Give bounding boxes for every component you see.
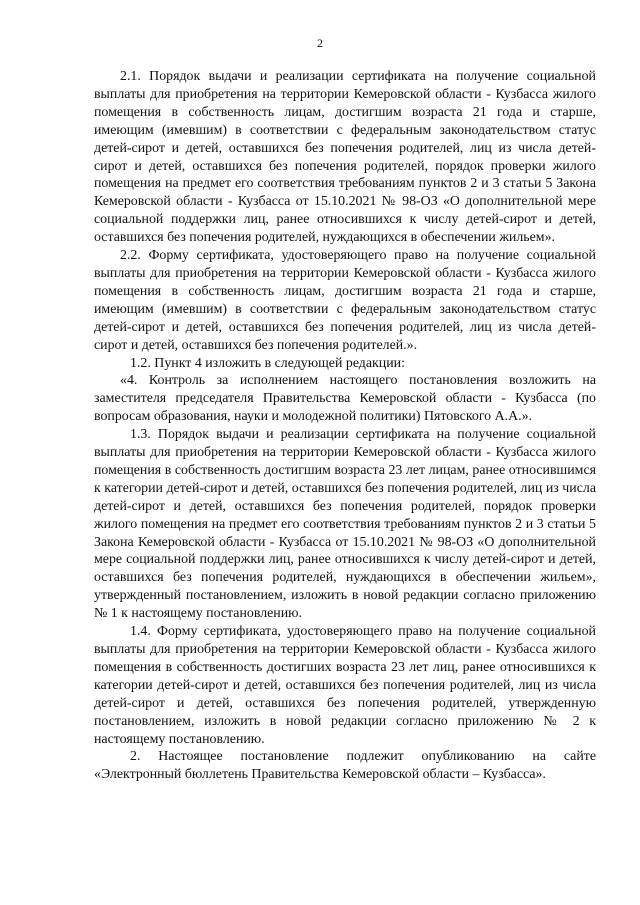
document-body [94,68,596,784]
paragraph-2-1: 2.1. Порядок выдачи и реализации сертификата на получение социальной выплаты для приобретения на территории Кемеровской области - Кузбасса жилого помещения в собственность лицам, достигшим возраста 21 года и старше, имеющим (имевшим) в соответствии с федеральным законодательством статус детей-сирот и детей, оставшихся без попечения родителей, лиц из числа детей-сирот и детей, оставшихся без попечения родителей, порядок проверки жилого помещения на предмет его соответствия требованиям пунктов 2 и 3 статьи 5 Закона Кемеровской области - Кузбасса от 15.10.2021 № 98-ОЗ «О дополнительной мере социальной поддержки лиц, ранее относившихся к числу детей-сирот и детей, оставшихся без попечения родителей, нуждающихся в обеспечении жильем». [94,69,596,246]
paragraph-2-publication: 2. Настоящее постановление подлежит опубликованию на сайте «Электронный бюллетень Правительства Кемеровской области – Кузбасса». [94,749,596,783]
paragraph-1-2: 1.2. Пункт 4 изложить в следующей редакции: [130,355,405,371]
page-number: 2 [317,36,323,50]
paragraph-item-4: «4. Контроль за исполнением настоящего постановления возложить на заместителя председателя Правительства Кемеровской области - Кузбасса (по вопросам образования, науки и молодежной политики) Пятовского А.А.». [94,373,596,425]
paragraph-2-2: 2.2. Форму сертификата, удостоверяющего право на получение социальной выплаты для приобретения на территории Кемеровской области - Кузбасса жилого помещения в собственность лицам, достигшим возраста 21 года и старше, имеющим (имевшим) в соответствии с федеральным законодательством статус детей-сирот и детей, оставшихся без попечения родителей, лиц из числа детей-сирот и детей, оставшихся без попечения родителей.». [94,248,596,353]
paragraph-1-3: 1.3. Порядок выдачи и реализации сертификата на получение социальной выплаты для приобретения на территории Кемеровской области - Кузбасса жилого помещения в собственность достигшим возраста 23 лет лицам, ранее относившимся к категории детей-сирот и детей, оставшихся без попечения родителей, лиц из числа детей-сирот и детей, оставшихся без попечения родителей, порядок проверки жилого помещения на предмет его соответствия требованиям пунктов 2 и 3 статьи 5 Закона Кемеровской области - Кузбасса от 15.10.2021 № 98-ОЗ «О дополнительной мере социальной поддержки лиц, ранее относившихся к числу детей-сирот и детей, оставшихся без попечения родителей, нуждающихся в обеспечении жильем», утвержденный постановлением, изложить в новой редакции согласно приложению № 1 к настоящему постановлению. [94,427,596,622]
paragraph-1-4: 1.4. Форму сертификата, удостоверяющего право на получение социальной выплаты для приобретения на территории Кемеровской области - Кузбасса жилого помещения в собственность достигших возраста 23 лет лиц, ранее относившихся к категории детей-сирот и детей, оставшихся без попечения родителей, лиц из числа детей-сирот и детей, оставшихся без попечения родителей, утвержденную постановлением, изложить в новой редакции согласно приложению № 2 к настоящему постановлению. [94,624,596,747]
